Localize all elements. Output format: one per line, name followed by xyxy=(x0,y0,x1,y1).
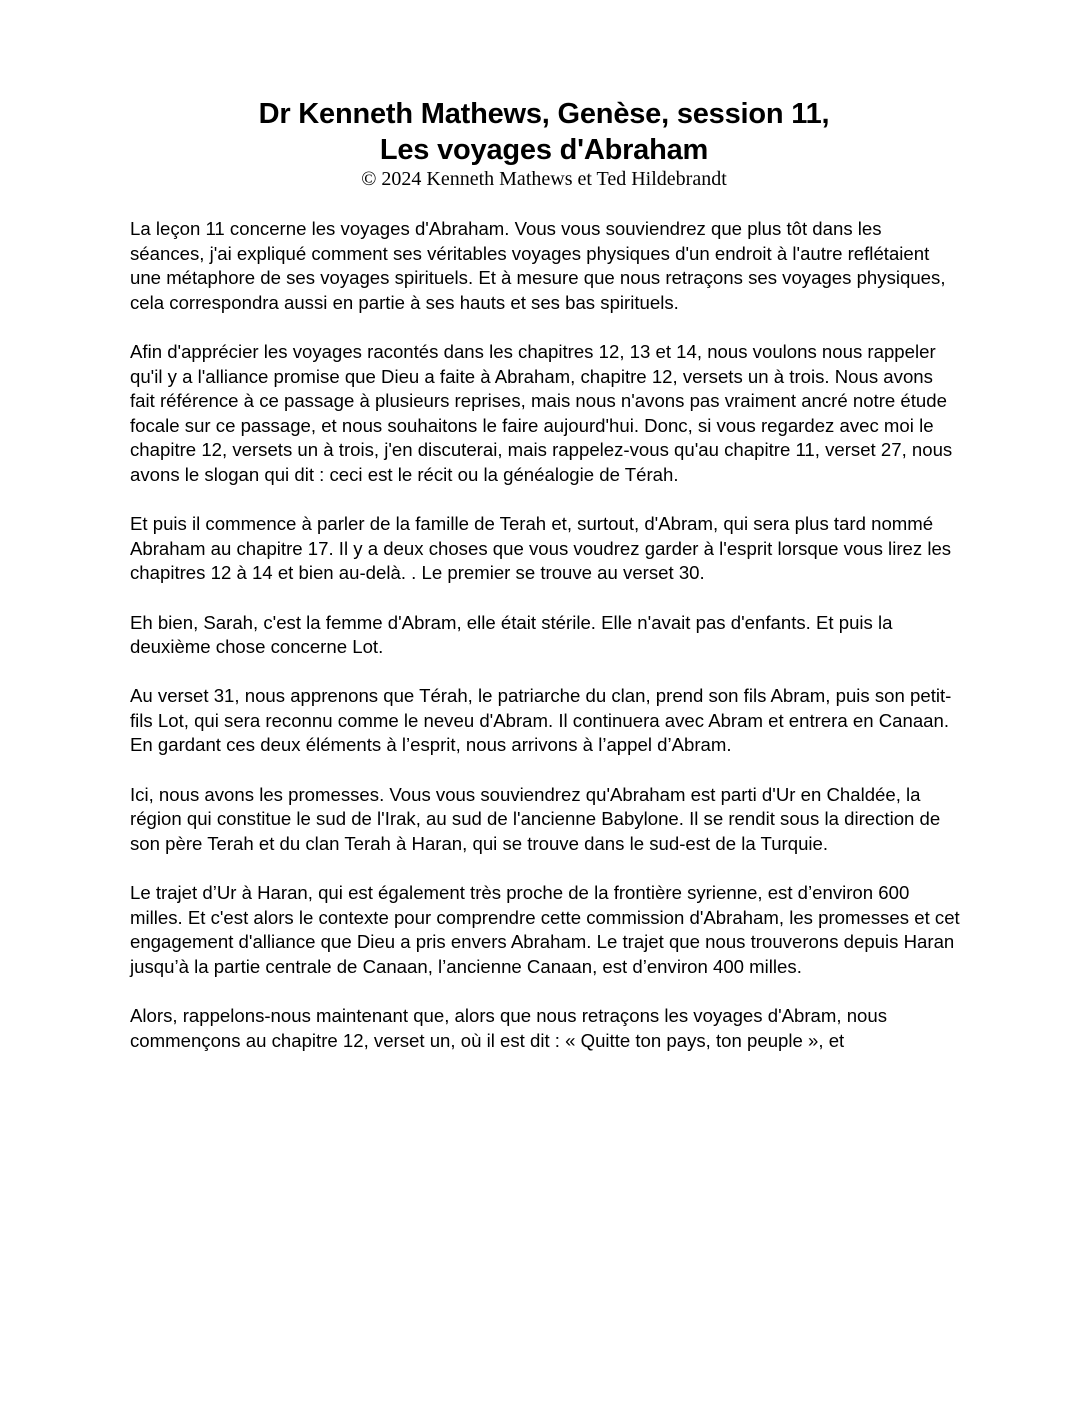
document-body xyxy=(130,217,960,1053)
paragraph: Ici, nous avons les promesses. Vous vous souviendrez qu'Abraham est parti d'Ur en Chaldée, la région qui constitue le sud de l'Irak, au sud de l'ancienne Babylone. Il se rendit sous la direction de son père Terah et du clan Terah à Haran, qui se trouve dans le sud-est de la Turquie. xyxy=(130,783,941,854)
paragraph: Et puis il commence à parler de la famille de Terah et, surtout, d'Abram, qui sera plus tard nommé Abraham au chapitre 17. Il y a deux choses que vous voudrez garder à l'esprit lorsque vous lirez les chapitres 12 à 14 et bien au-delà. . Le premier se trouve au verset 30. xyxy=(130,513,952,584)
document-title-line-2: Les voyages d'Abraham xyxy=(379,134,709,166)
paragraph: Eh bien, Sarah, c'est la femme d'Abram, elle était stérile. Elle n'avait pas d'enfants. Et puis la deuxième chose concerne Lot. xyxy=(130,611,893,658)
document-title-line-1: Dr Kenneth Mathews, Genèse, session 11, xyxy=(258,98,830,130)
document-header xyxy=(0,96,1088,190)
paragraph: Alors, rappelons-nous maintenant que, alors que nous retraçons les voyages d'Abram, nous commençons au chapitre 12, verset un, où il est dit : « Quitte ton pays, ton peuple », et xyxy=(130,1005,888,1051)
paragraph: Afin d'apprécier les voyages racontés dans les chapitres 12, 13 et 14, nous voulons nous rappeler qu'il y a l'alliance promise que Dieu a faite à Abraham, chapitre 12, versets un à trois. Nous avons fait référence à ce passage à plusieurs reprises, mais nous n'avons pas vraiment ancré notre étude focale sur ce passage, et nous souhaitons le faire aujourd'hui. Donc, si vous regardez avec moi le chapitre 12, versets un à trois, j'en discuterai, mais rappelez-vous qu'au chapitre 11, verset 27, nous avons le slogan qui dit : ceci est le récit ou la généalogie de Térah. xyxy=(130,340,953,485)
paragraph: La leçon 11 concerne les voyages d'Abraham. Vous vous souviendrez que plus tôt dans les séances, j'ai expliqué comment ses véritables voyages physiques d'un endroit à l'autre reflétaient une métaphore de ses voyages spirituels. Et à mesure que nous retraçons ses voyages physiques, cela correspondra aussi en partie à ses hauts et ses bas spirituels. xyxy=(130,218,946,313)
paragraph: Le trajet d’Ur à Haran, qui est également très proche de la frontière syrienne, est d’environ 600 milles. Et c'est alors le contexte pour comprendre cette commission d'Abraham, les promesses et cet engagement d'alliance que Dieu a pris envers Abraham. Le trajet que nous trouverons depuis Haran jusqu’à la partie centrale de Canaan, l’ancienne Canaan, est d’environ 400 milles. xyxy=(130,882,960,977)
paragraph: Au verset 31, nous apprenons que Térah, le patriarche du clan, prend son fils Abram, puis son petit-fils Lot, qui sera reconnu comme le neveu d'Abram. Il continuera avec Abram et entrera en Canaan. En gardant ces deux éléments à l’esprit, nous arrivons à l’appel d’Abram. xyxy=(130,685,952,756)
copyright-notice: © 2024 Kenneth Mathews et Ted Hildebrandt xyxy=(361,168,727,190)
